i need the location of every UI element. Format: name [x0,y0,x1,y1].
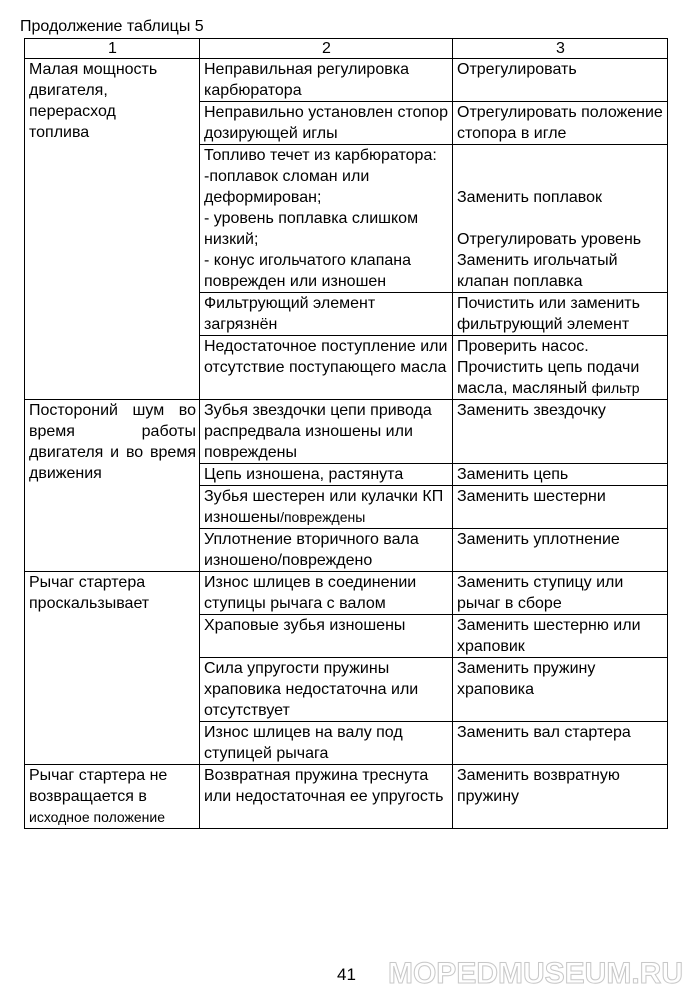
remedy-cell: Почистить или заменить фильтрующий элемент [453,293,668,336]
problem-text: Рычаг стартера не возвращается в [29,767,168,805]
remedy-cell: Заменить вал стартера [453,722,668,765]
cause-cell: Недостаточное поступление или отсутствие поступающего масла [200,336,453,400]
remedy-cell: Заменить шестерню или храповик [453,615,668,658]
cause-cell: Топливо течет из карбюратора: -поплавок сломан или деформирован; - уровень поплавка слишком низкий; - конус игольчатого клапана поврежден или изношен [200,145,453,293]
remedy-cell: Заменить пружину храповика [453,658,668,722]
cause-cell: Уплотнение вторичного вала изношено/повреждено [200,529,453,572]
remedy-cell: Заменить цепь [453,464,668,486]
cause-cell: Неправильно установлен стопор дозирующей иглы [200,102,453,145]
remedy-text: Проверить насос. Прочистить цепь подачи масла, масляный [457,338,640,397]
remedy-cell: Заменить звездочку [453,400,668,464]
remedy-cell: Заменить уплотнение [453,529,668,572]
cause-text: Зубья шестерен или кулачки КП изношены [204,488,444,526]
cause-cell: Фильтрующий элемент загрязнён [200,293,453,336]
column-header-3: 3 [453,39,668,59]
cause-cell [200,486,453,529]
table-row [25,765,668,829]
problem-cell: Постороний шум во время работы двигателя и во время движения [25,400,200,572]
remedy-cell: Заменить возвратную пружину [453,765,668,829]
cause-cell: Износ шлицев на валу под ступицей рычага [200,722,453,765]
cause-cell: Цепь изношена, растянута [200,464,453,486]
table-header-row [25,39,668,59]
remedy-cell [453,336,668,400]
table-caption: Продолжение таблицы 5 [20,18,204,35]
remedy-text-small: фильтр [591,380,640,396]
cause-cell: Сила упругости пружины храповика недостаточна или отсутствует [200,658,453,722]
cause-cell: Возвратная пружина треснута или недостаточная ее упругость [200,765,453,829]
problem-cell [25,765,200,829]
remedy-cell: Отрегулировать положение стопора в игле [453,102,668,145]
cause-text-small: /повреждены [280,509,366,525]
troubleshooting-table [24,38,668,829]
table-row [25,572,668,615]
remedy-cell: Заменить ступицу или рычаг в сборе [453,572,668,615]
page-number: 41 [337,965,356,984]
cause-cell: Неправильная регулировка карбюратора [200,59,453,102]
table-row [25,59,668,102]
cause-cell: Зубья звездочки цепи привода распредвала изношены или повреждены [200,400,453,464]
column-header-1: 1 [25,39,200,59]
column-header-2: 2 [200,39,453,59]
problem-cell: Рычаг стартера проскальзывает [25,572,200,765]
remedy-cell: Отрегулировать [453,59,668,102]
remedy-cell: Заменить поплавок Отрегулировать уровень Заменить игольчатый клапан поплавка [453,145,668,293]
problem-cell: Малая мощность двигателя, перерасход топлива [25,59,200,400]
cause-cell: Храповые зубья изношены [200,615,453,658]
watermark-logo: MOPEDMUSEUM.RU [387,957,683,990]
table-row [25,400,668,464]
problem-text-small: исходное положение [29,809,166,825]
cause-cell: Износ шлицев в соединении ступицы рычага с валом [200,572,453,615]
remedy-cell: Заменить шестерни [453,486,668,529]
